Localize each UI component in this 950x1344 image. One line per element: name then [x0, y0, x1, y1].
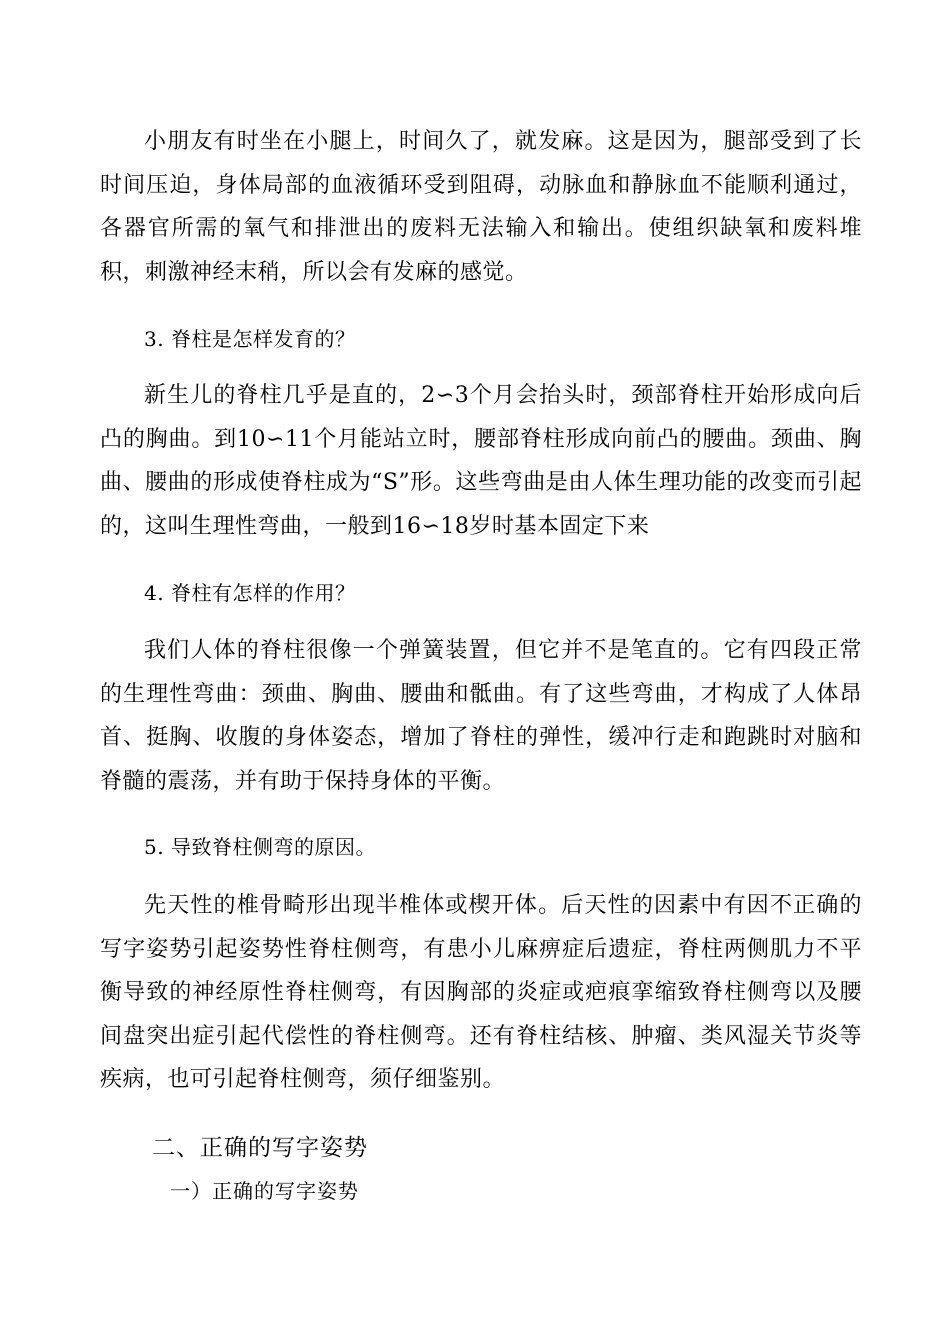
paragraph-scoliosis-causes: 先天性的椎骨畸形出现半椎体或楔开体。后天性的因素中有因不正确的写字姿势引起姿势性脊柱侧弯，有患小儿麻痹症后遗症，脊柱两侧肌力不平衡导致的神经原性脊柱侧弯，有因胸部的炎症或疤痕挛缩致脊柱侧弯以及腰间盘突出症引起代偿性的脊柱侧弯。还有脊柱结核、肿瘤、类风湿关节炎等疾病，也可引起脊柱侧弯，须仔细鉴别。 [100, 893, 862, 1092]
subsection-heading: 一）正确的写字姿势 [170, 1179, 359, 1203]
paragraph-spine-development: 新生儿的脊柱几乎是直的，2∽3个月会抬头时，颈部脊柱开始形成向后凸的胸曲。到10∽11个月能站立时，腰部脊柱形成向前凸的腰曲。颈曲、胸曲、腰曲的形成使脊柱成为“S”形。这些弯曲是由人体生理功能的改变而引起的，这叫生理性弯曲，一般到16∽18岁时基本固定下来 [100, 383, 862, 539]
question-scoliosis-causes: 5. 导致脊柱侧弯的原因。 [144, 835, 376, 859]
question-spine-development: 3. 脊柱是怎样发育的？ [144, 327, 356, 351]
question-spine-function: 4. 脊柱有怎样的作用？ [144, 581, 356, 605]
paragraph-spine-function: 我们人体的脊柱很像一个弹簧装置，但它并不是笔直的。它有四段正常的生理性弯曲：颈曲、胸曲、腰曲和骶曲。有了这些弯曲，才构成了人体昂首、挺胸、收腹的身体姿态，增加了脊柱的弹性，缓冲行走和跑跳时对脑和脊髓的震荡，并有助于保持身体的平衡。 [100, 638, 862, 794]
section-heading: 二、正确的写字姿势 [152, 1135, 368, 1161]
paragraph-leg-numbness: 小朋友有时坐在小腿上，时间久了，就发麻。这是因为，腿部受到了长时间压迫，身体局部的血液循环受到阻碍，动脉血和静脉血不能顺利通过，各器官所需的氧气和排泄出的废料无法输入和输出。使组织缺氧和废料堆积，刺激神经末稍，所以会有发麻的感觉。 [100, 129, 862, 285]
